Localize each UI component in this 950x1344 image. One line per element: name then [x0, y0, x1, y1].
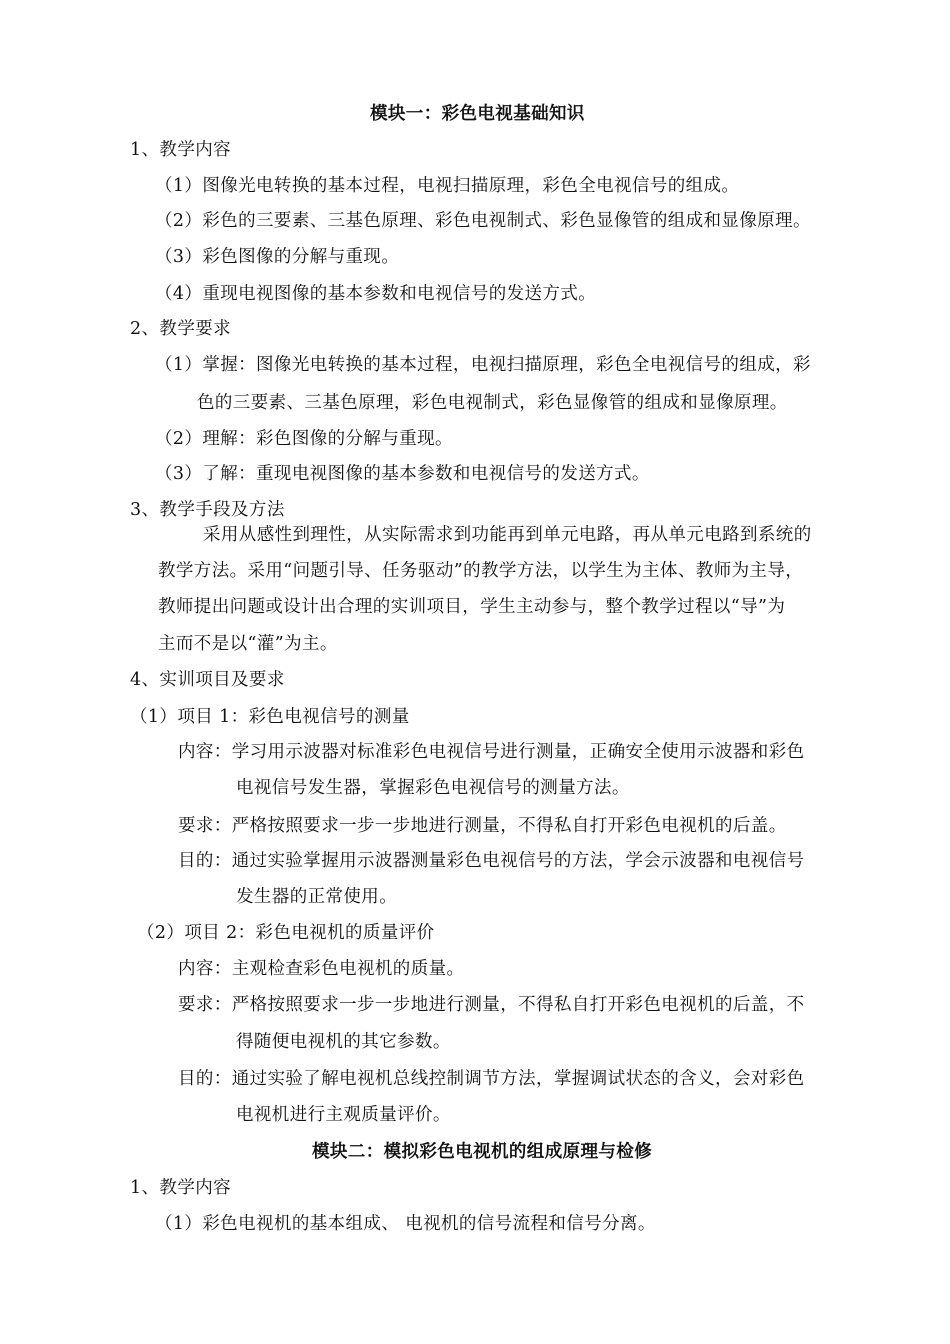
m1-p2-goal-b: 电视机进行主观质量评价。 — [236, 1105, 451, 1125]
m1-p2-requirement-a: 要求：严格按照要求一步一步地进行测量，不得私自打开彩色电视机的后盖，不 — [178, 995, 805, 1015]
m1-section1-heading: 1、教学内容 — [130, 140, 232, 160]
m1-s3-line-3: 教师提出问题或设计出合理的实训项目，学生主动参与，整个教学过程以“导”为 — [158, 597, 786, 617]
m1-p2-goal-a: 目的：通过实验了解电视机总线控制调节方法，掌握调试状态的含义，会对彩色 — [178, 1069, 805, 1089]
m1-s2-item-3: （3）了解：重现电视图像的基本参数和电视信号的发送方式。 — [155, 464, 650, 484]
m1-s3-line-4: 主而不是以“灌”为主。 — [158, 634, 338, 654]
module2-title: 模块二：模拟彩色电视机的组成原理与检修 — [312, 1142, 653, 1162]
m1-section3-heading: 3、教学手段及方法 — [130, 500, 285, 520]
m1-s1-item-3: （3）彩色图像的分解与重现。 — [155, 247, 400, 267]
m1-s2-item-1a: （1）掌握：图像光电转换的基本过程，电视扫描原理，彩色全电视信号的组成，彩 — [155, 355, 811, 375]
m1-p1-requirement: 要求：严格按照要求一步一步地进行测量，不得私自打开彩色电视机的后盖。 — [178, 816, 787, 836]
m1-p2-requirement-b: 得随便电视机的其它参数。 — [236, 1032, 451, 1052]
m1-project2-title: （2）项目 2：彩色电视机的质量评价 — [137, 923, 435, 943]
m1-p1-goal-b: 发生器的正常使用。 — [236, 887, 398, 907]
m1-s1-item-1: （1）图像光电转换的基本过程，电视扫描原理，彩色全电视信号的组成。 — [155, 176, 740, 196]
m1-p2-content: 内容：主观检查彩色电视机的质量。 — [178, 959, 465, 979]
m1-s2-item-2: （2）理解：彩色图像的分解与重现。 — [155, 429, 453, 449]
m2-s1-item-1: （1）彩色电视机的基本组成、 电视机的信号流程和信号分离。 — [155, 1214, 656, 1234]
m1-p1-goal-a: 目的：通过实验掌握用示波器测量彩色电视信号的方法，学会示波器和电视信号 — [178, 851, 805, 871]
m1-p1-content-b: 电视信号发生器，掌握彩色电视信号的测量方法。 — [236, 778, 630, 798]
m1-section4-heading: 4、实训项目及要求 — [130, 670, 285, 690]
m1-s3-line-1: 采用从感性到理性，从实际需求到功能再到单元电路，再从单元电路到系统的 — [203, 525, 812, 545]
module1-title: 模块一：彩色电视基础知识 — [370, 104, 585, 124]
m1-s2-item-1b: 色的三要素、三基色原理，彩色电视制式，彩色显像管的组成和显像原理。 — [197, 393, 788, 413]
m1-project1-title: （1）项目 1：彩色电视信号的测量 — [130, 707, 410, 727]
m1-s3-line-2: 教学方法。采用“问题引导、任务驱动”的教学方法，以学生为主体、教师为主导， — [158, 561, 804, 581]
m1-section2-heading: 2、教学要求 — [130, 319, 232, 339]
m1-s1-item-2: （2）彩色的三要素、三基色原理、彩色电视制式、彩色显像管的组成和显像原理。 — [155, 211, 811, 231]
m2-section1-heading: 1、教学内容 — [130, 1178, 232, 1198]
m1-s1-item-4: （4）重现电视图像的基本参数和电视信号的发送方式。 — [155, 284, 597, 304]
m1-p1-content-a: 内容：学习用示波器对标准彩色电视信号进行测量，正确安全使用示波器和彩色 — [178, 742, 805, 762]
